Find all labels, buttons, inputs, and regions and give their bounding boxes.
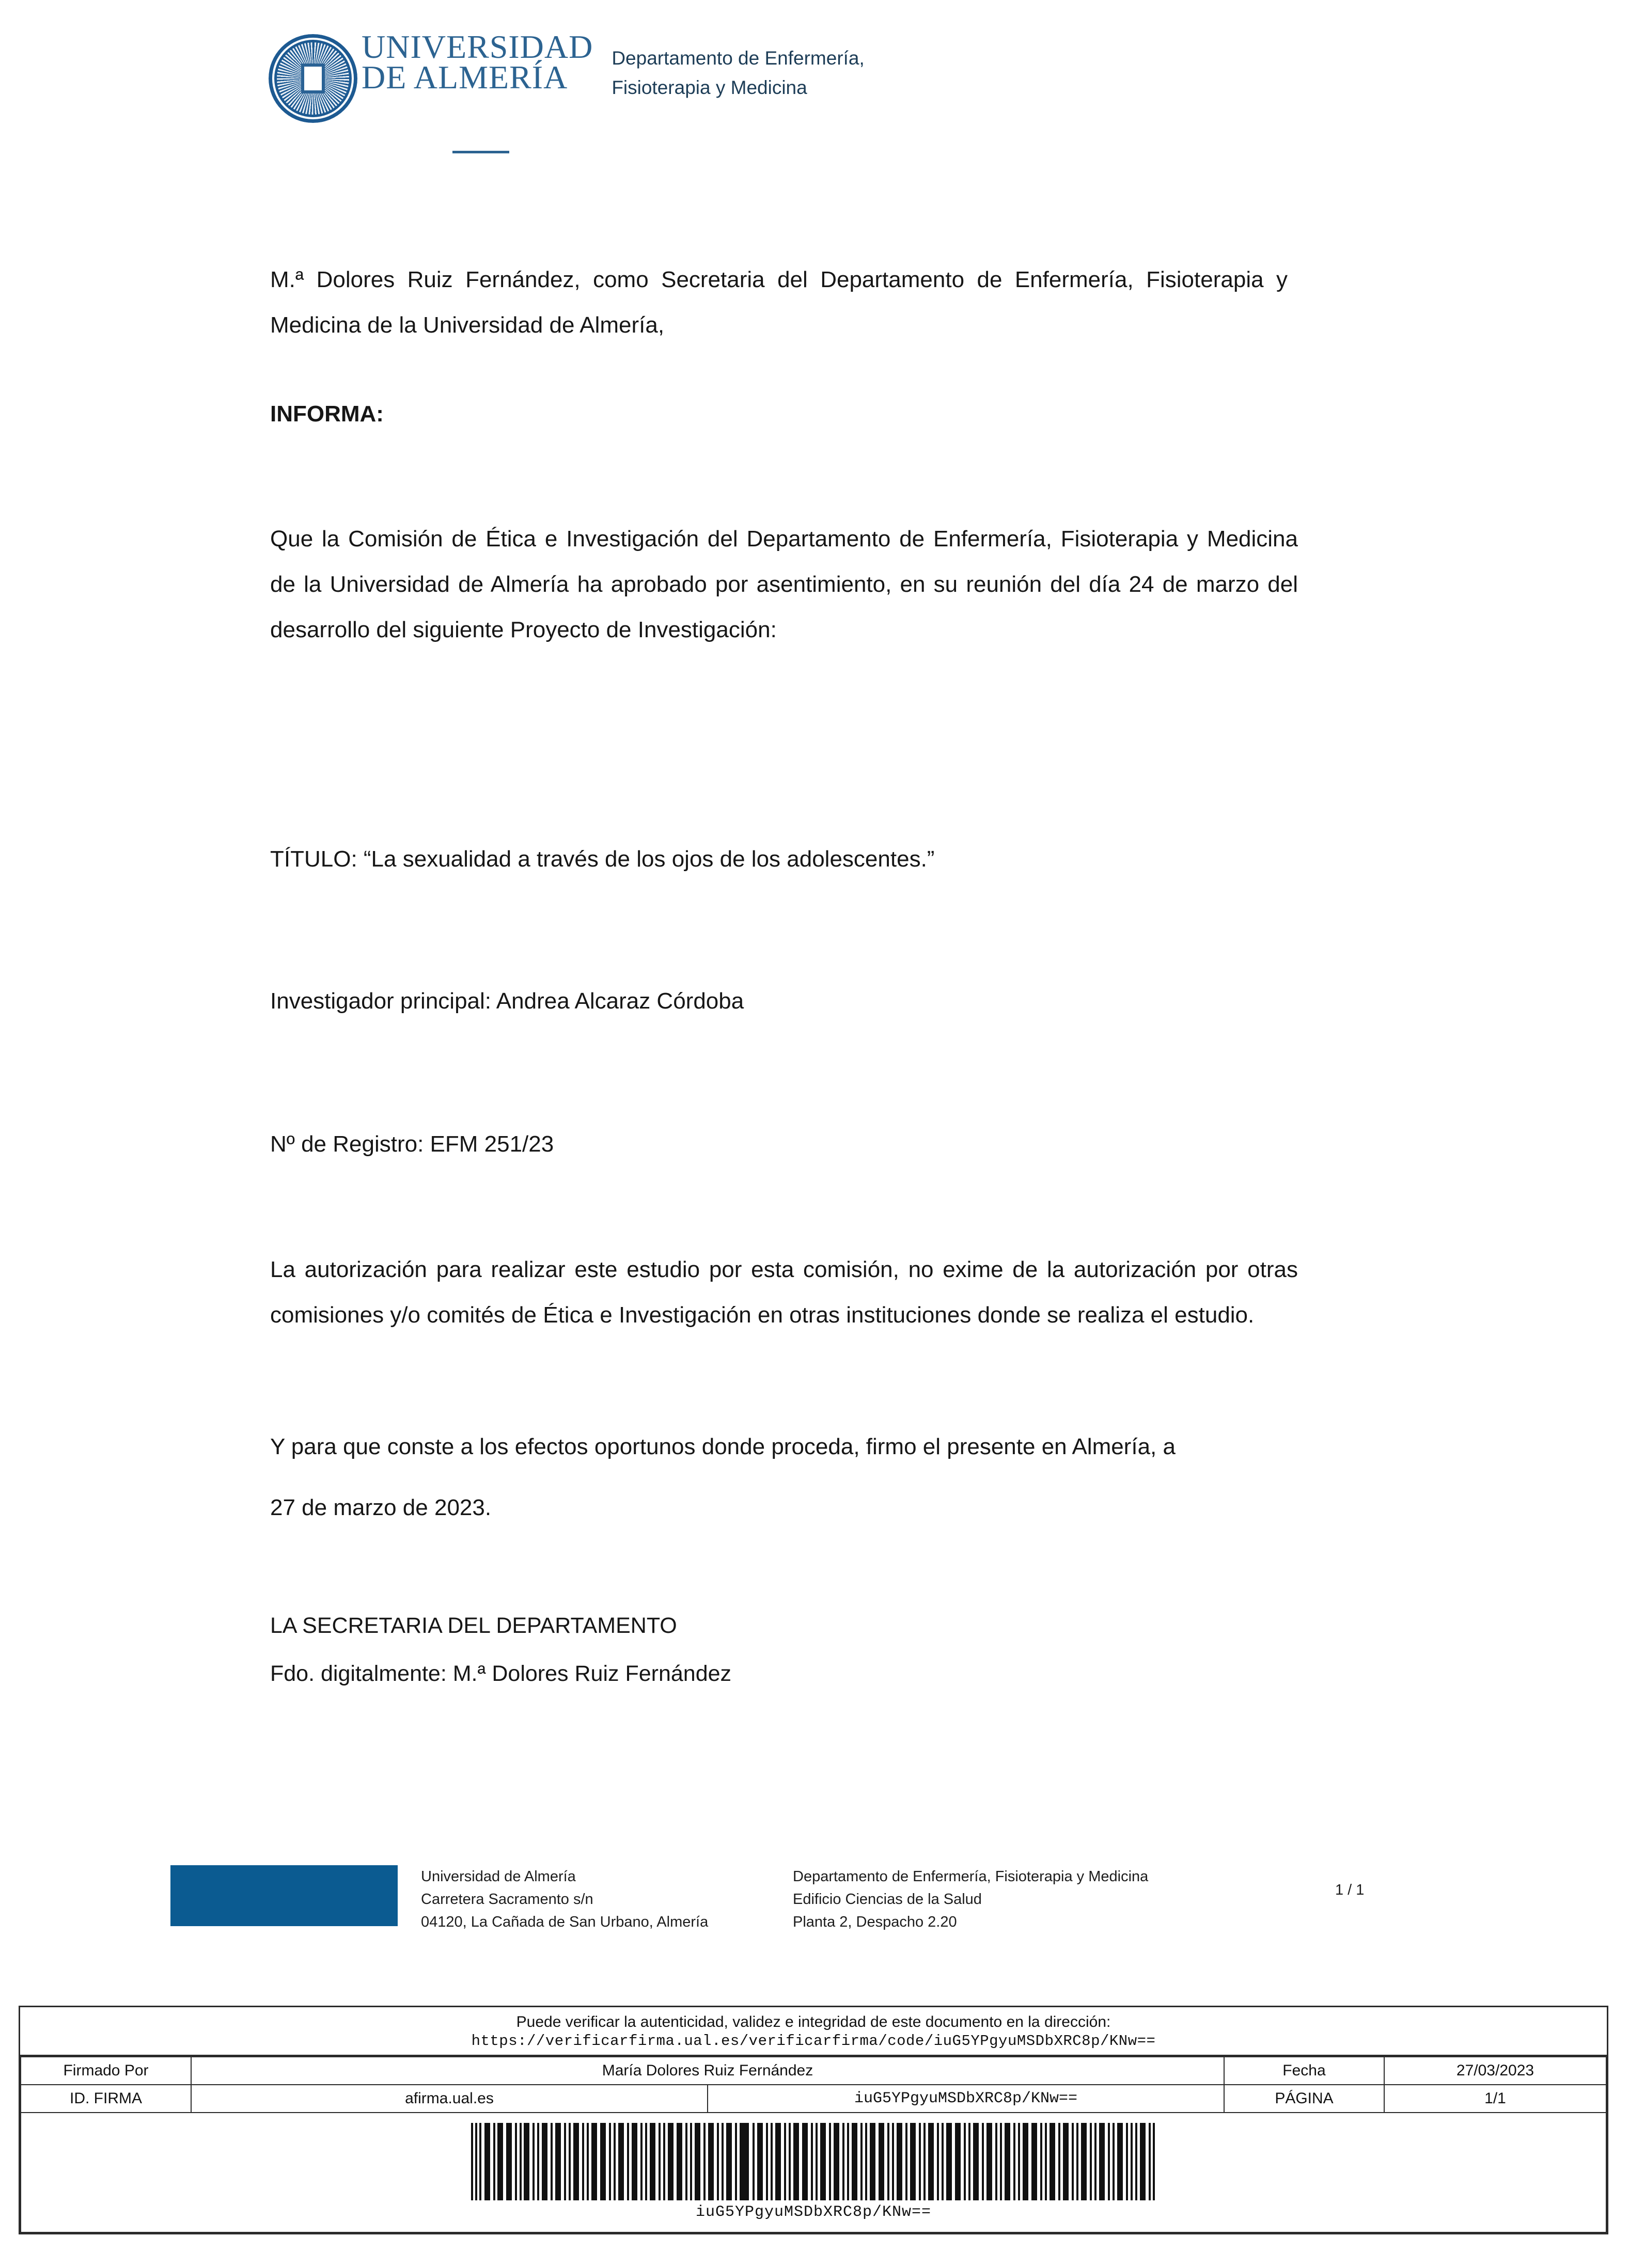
signed-by-value: María Dolores Ruiz Fernández xyxy=(191,2057,1224,2085)
page-number: 1 / 1 xyxy=(1335,1882,1365,1898)
signature-authority: afirma.ual.es xyxy=(191,2085,708,2113)
barcode-row xyxy=(21,2113,1606,2232)
footer-university-street: Carretera Sacramento s/n xyxy=(421,1891,593,1908)
digital-signature-line: Fdo. digitalmente: M.ª Dolores Ruiz Fernández xyxy=(270,1661,732,1686)
footer-column-university xyxy=(421,1865,793,1933)
intro-paragraph: M.ª Dolores Ruiz Fernández, como Secretaria del Departamento de Enfermería, Fisioterapia y Medicina de la Universidad de Almería, xyxy=(270,267,1288,338)
registration-number: Nº de Registro: EFM 251/23 xyxy=(270,1131,554,1157)
department-line-2: Fisioterapia y Medicina xyxy=(612,77,807,99)
document-header xyxy=(269,28,865,123)
verification-url[interactable]: https://verificarfirma.ual.es/verificarfirma/code/iuG5YPgyuMSDbXRC8p/KNw== xyxy=(471,2032,1156,2050)
barcode-cell xyxy=(21,2113,1606,2232)
signature-date: 27 de marzo de 2023. xyxy=(270,1495,492,1520)
header-divider xyxy=(452,151,509,153)
barcode-icon xyxy=(470,2123,1157,2200)
date-label: Fecha xyxy=(1224,2057,1384,2085)
closing-paragraph: Y para que conste a los efectos oportunos donde proceda, firmo el presente en Almería, a xyxy=(270,1434,1176,1459)
signature-id-label: ID. FIRMA xyxy=(21,2085,191,2113)
department-name xyxy=(612,43,864,103)
footer-department-building: Edificio Ciencias de la Salud xyxy=(793,1891,982,1908)
footer-column-department xyxy=(793,1865,1258,1933)
university-wordmark xyxy=(362,28,593,96)
project-title: TÍTULO: “La sexualidad a través de los ojos de los adolescentes.” xyxy=(270,846,935,872)
secretary-title: LA SECRETARIA DEL DEPARTAMENTO xyxy=(270,1613,677,1638)
footer-university-city: 04120, La Cañada de San Urbano, Almería xyxy=(421,1914,709,1931)
department-line-1: Departamento de Enfermería, xyxy=(612,48,865,69)
verification-table xyxy=(20,2056,1607,2233)
footer-department-office: Planta 2, Despacho 2.20 xyxy=(793,1914,957,1931)
page-label: PÁGINA xyxy=(1224,2085,1384,2113)
barcode-label: iuG5YPgyuMSDbXRC8p/KNw== xyxy=(695,2203,932,2221)
footer-address-block xyxy=(170,1865,1462,1933)
authorization-paragraph: La autorización para realizar este estudio por esta comisión, no exime de la autorización por otras comisiones y/o comités de Ética e Investigación en otras instituciones donde se realiza el estudio. xyxy=(270,1257,1298,1328)
page-value: 1/1 xyxy=(1384,2085,1606,2113)
university-seal-icon xyxy=(269,34,357,123)
date-value: 27/03/2023 xyxy=(1384,2057,1606,2085)
signature-code: iuG5YPgyuMSDbXRC8p/KNw== xyxy=(708,2085,1224,2113)
logo-line-2: DE ALMERÍA xyxy=(362,58,568,96)
verification-notice: Puede verificar la autenticidad, validez e integridad de este documento en la dirección: xyxy=(516,2013,1111,2030)
signed-by-label: Firmado Por xyxy=(21,2057,191,2085)
table-row xyxy=(21,2057,1606,2085)
barcode-container xyxy=(23,2118,1604,2227)
verification-box xyxy=(19,2006,1608,2234)
footer-brand-mark xyxy=(170,1865,398,1926)
footer-department-name: Departamento de Enfermería, Fisioterapia y Medicina xyxy=(793,1868,1149,1885)
logo-line-1: UNIVERSIDAD xyxy=(362,28,593,65)
informa-heading: INFORMA: xyxy=(270,401,384,427)
footer-university-name: Universidad de Almería xyxy=(421,1868,576,1885)
verification-header xyxy=(20,2007,1607,2056)
table-row xyxy=(21,2085,1606,2113)
principal-investigator: Investigador principal: Andrea Alcaraz Córdoba xyxy=(270,988,744,1014)
approval-paragraph: Que la Comisión de Ética e Investigación del Departamento de Enfermería, Fisioterapia y Medicina de la Universidad de Almería ha aprobado por asentimiento, en su reunión del día 24 de marzo del desarrollo del siguiente Proyecto de Investigación: xyxy=(270,526,1298,642)
